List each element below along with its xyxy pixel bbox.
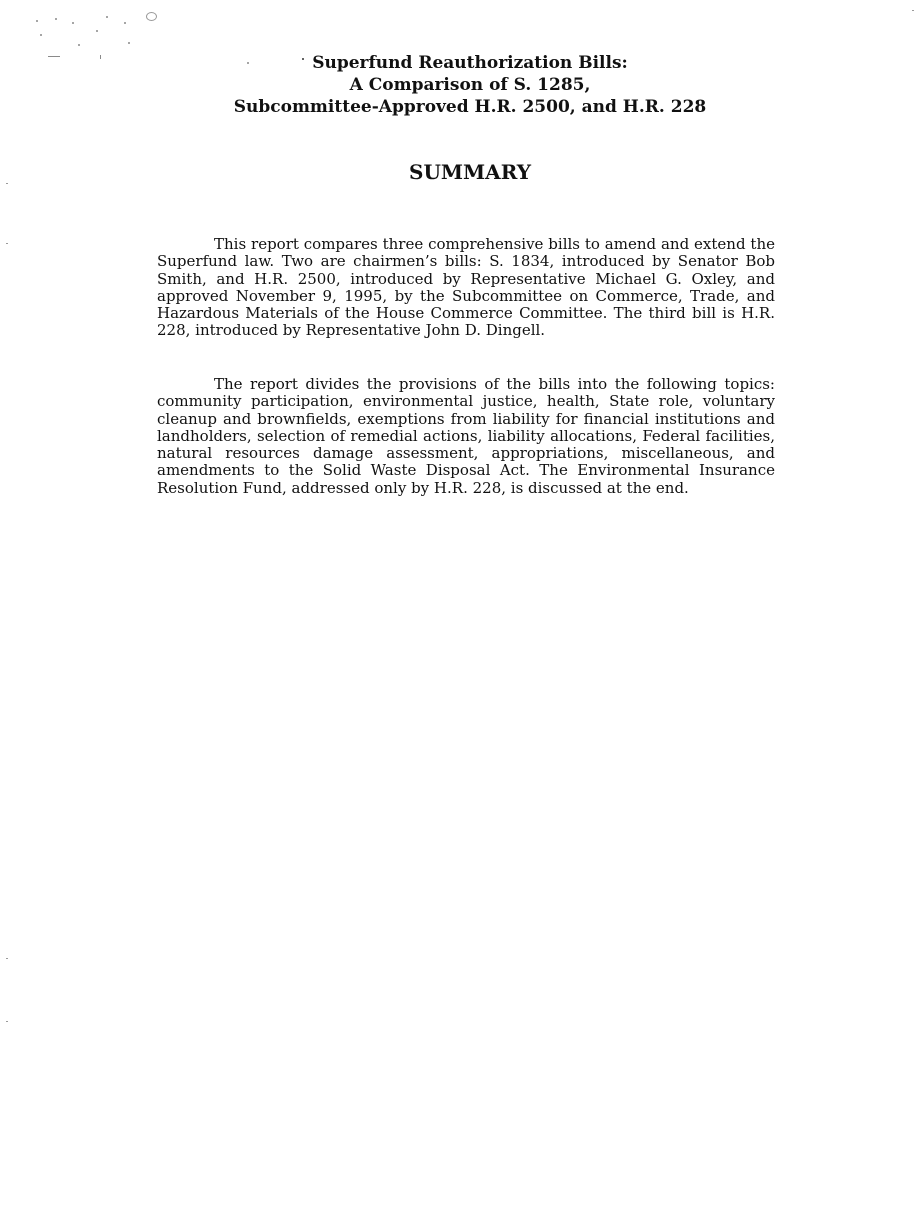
scan-edge-mark <box>6 1021 8 1022</box>
scan-edge-mark <box>6 243 8 244</box>
document-title <box>150 52 790 118</box>
scan-speck <box>100 55 101 59</box>
scan-speck <box>55 18 57 20</box>
scan-speck <box>40 34 42 36</box>
scan-edge-mark <box>6 958 8 959</box>
title-line: Subcommittee-Approved H.R. 2500, and H.R. 228 <box>233 97 707 117</box>
scan-speck <box>36 20 38 22</box>
scan-speck <box>106 16 108 18</box>
scan-speck <box>78 44 80 46</box>
summary-heading: SUMMARY <box>409 160 531 184</box>
title-line: A Comparison of S. 1285, <box>349 75 591 95</box>
scan-speck <box>96 30 98 32</box>
scan-edge-mark <box>912 10 914 11</box>
title-line: Superfund Reauthorization Bills: <box>312 53 628 73</box>
scan-speck <box>72 22 74 24</box>
scan-speck <box>128 42 130 44</box>
scan-speck <box>124 22 126 24</box>
summary-paragraph: The report divides the provisions of the bills into the following topics: community participation, environmental justice, health, State role, voluntary cleanup and brownfields, exemptions from liability for financial institutions and landholders, selection of remedial actions, liability allocations, Federal facilities, natural resources damage assessment, appropriations, miscellaneous, and amendments to the Solid Waste Disposal Act. The Environmental Insurance Resolution Fund, addressed only by H.R. 228, is discussed at the end. <box>157 375 775 497</box>
scan-speck <box>48 56 60 57</box>
scan-speck <box>146 12 157 21</box>
scan-edge-mark <box>6 183 8 184</box>
summary-paragraph: This report compares three comprehensive bills to amend and extend the Superfund law. Two are chairmen’s bills: S. 1834, introduced by Senator Bob Smith, and H.R. 2500, introduced by Representative Michael G. Oxley, and approved November 9, 1995, by the Subcommittee on Commerce, Trade, and Hazardous Materials of the House Commerce Committee. The third bill is H.R. 228, introduced by Representative John D. Dingell. <box>157 235 775 340</box>
